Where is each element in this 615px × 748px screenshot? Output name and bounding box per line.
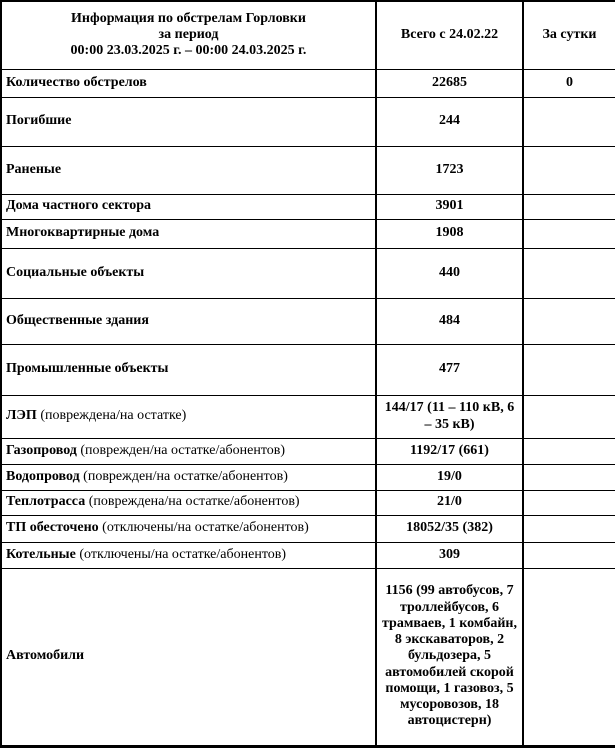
row-total-value: 309: [376, 542, 523, 568]
row-label-cell: [1, 464, 376, 490]
row-label: Водопровод: [6, 468, 80, 484]
row-total-value: 440: [376, 248, 523, 298]
row-daily-value: [523, 542, 615, 568]
table-row-wounded: [1, 146, 615, 194]
column-header-total: Всего с 24.02.22: [376, 1, 523, 69]
table-row-water-pipeline: [1, 464, 615, 490]
row-daily-value: [523, 344, 615, 395]
row-label-cell: [1, 194, 376, 219]
row-total-value: 244: [376, 97, 523, 146]
report-title-cell: [1, 1, 376, 69]
row-label-cell: [1, 395, 376, 438]
row-daily-value: [523, 194, 615, 219]
row-label: Теплотрасса: [6, 494, 86, 510]
table-row-vehicles: [1, 568, 615, 746]
row-label: Дома частного сектора: [6, 198, 152, 214]
row-daily-value: 0: [523, 69, 615, 97]
row-label-cell: [1, 515, 376, 542]
row-daily-value: [523, 568, 615, 746]
row-label-cell: [1, 542, 376, 568]
row-label-cell: [1, 248, 376, 298]
row-label: Автомобили: [6, 648, 85, 664]
table-row-industrial-facilities: [1, 344, 615, 395]
row-label: Общественные здания: [6, 312, 149, 328]
row-label: ТП обесточено: [6, 520, 99, 536]
row-label: Многоквартирные дома: [6, 225, 160, 241]
row-note: (отключены/на остатке/абонентов): [98, 520, 309, 536]
row-note: (повреждена/на остатке): [36, 408, 187, 424]
row-label-cell: [1, 568, 376, 746]
table-row-shellings-count: [1, 69, 615, 97]
row-label: ЛЭП: [6, 408, 37, 424]
table-row-boiler-houses: [1, 542, 615, 568]
table-row-transformer-substations: [1, 515, 615, 542]
row-label-cell: [1, 69, 376, 97]
report-title-line-1: Информация по обстрелам Горловки: [71, 10, 306, 26]
row-label-cell: [1, 219, 376, 248]
row-total-value: 484: [376, 298, 523, 344]
table-row-power-lines: [1, 395, 615, 438]
header-row: [1, 1, 615, 69]
row-daily-value: [523, 490, 615, 515]
row-label-cell: [1, 490, 376, 515]
row-daily-value: [523, 298, 615, 344]
row-total-value: 22685: [376, 69, 523, 97]
table-row-public-buildings: [1, 298, 615, 344]
row-total-value: 19/0: [376, 464, 523, 490]
row-daily-value: [523, 146, 615, 194]
row-label: Погибшие: [6, 113, 72, 129]
report-title-line-3: 00:00 23.03.2025 г. – 00:00 24.03.2025 г.: [70, 43, 307, 59]
row-label: Раненые: [6, 161, 62, 177]
row-label: Газопровод: [6, 442, 77, 458]
row-label: Количество обстрелов: [6, 74, 147, 90]
table-row-apartment-buildings: [1, 219, 615, 248]
row-label-cell: [1, 97, 376, 146]
row-label-cell: [1, 438, 376, 464]
row-label: Социальные объекты: [6, 264, 145, 280]
row-daily-value: [523, 219, 615, 248]
row-total-value: 3901: [376, 194, 523, 219]
row-note: (поврежден/на остатке/абонентов): [79, 468, 288, 484]
row-daily-value: [523, 97, 615, 146]
row-note: (поврежден/на остатке/абонентов): [76, 442, 286, 458]
row-daily-value: [523, 438, 615, 464]
row-total-value: 18052/35 (382): [376, 515, 523, 542]
row-daily-value: [523, 395, 615, 438]
row-daily-value: [523, 248, 615, 298]
row-total-value: 144/17 (11 – 110 кВ, 6 – 35 кВ): [376, 395, 523, 438]
row-total-value: 21/0: [376, 490, 523, 515]
table-row-killed: [1, 97, 615, 146]
row-label-cell: [1, 344, 376, 395]
row-daily-value: [523, 464, 615, 490]
row-daily-value: [523, 515, 615, 542]
column-header-daily: За сутки: [523, 1, 615, 69]
report-title-line-2: за период: [158, 27, 219, 43]
row-label-cell: [1, 298, 376, 344]
table-row-gas-pipeline: [1, 438, 615, 464]
table-row-social-facilities: [1, 248, 615, 298]
row-label-cell: [1, 146, 376, 194]
row-total-value: 477: [376, 344, 523, 395]
row-note: (повреждена/на остатке/абонентов): [85, 494, 300, 510]
table-row-private-houses: [1, 194, 615, 219]
row-total-value: 1723: [376, 146, 523, 194]
row-total-value: 1156 (99 автобусов, 7 троллейбусов, 6 трамваев, 1 комбайн, 8 экскаваторов, 2 бульдозера, 5 автомобилей скорой помощи, 1 газовоз, 5 мусоровозов, 18 автоцистерн): [376, 568, 523, 746]
row-note: (отключены/на остатке/абонентов): [75, 546, 287, 562]
row-label: Промышленные объекты: [6, 361, 169, 377]
row-label: Котельные: [6, 546, 76, 562]
row-total-value: 1908: [376, 219, 523, 248]
row-total-value: 1192/17 (661): [376, 438, 523, 464]
table-row-heating-main: [1, 490, 615, 515]
